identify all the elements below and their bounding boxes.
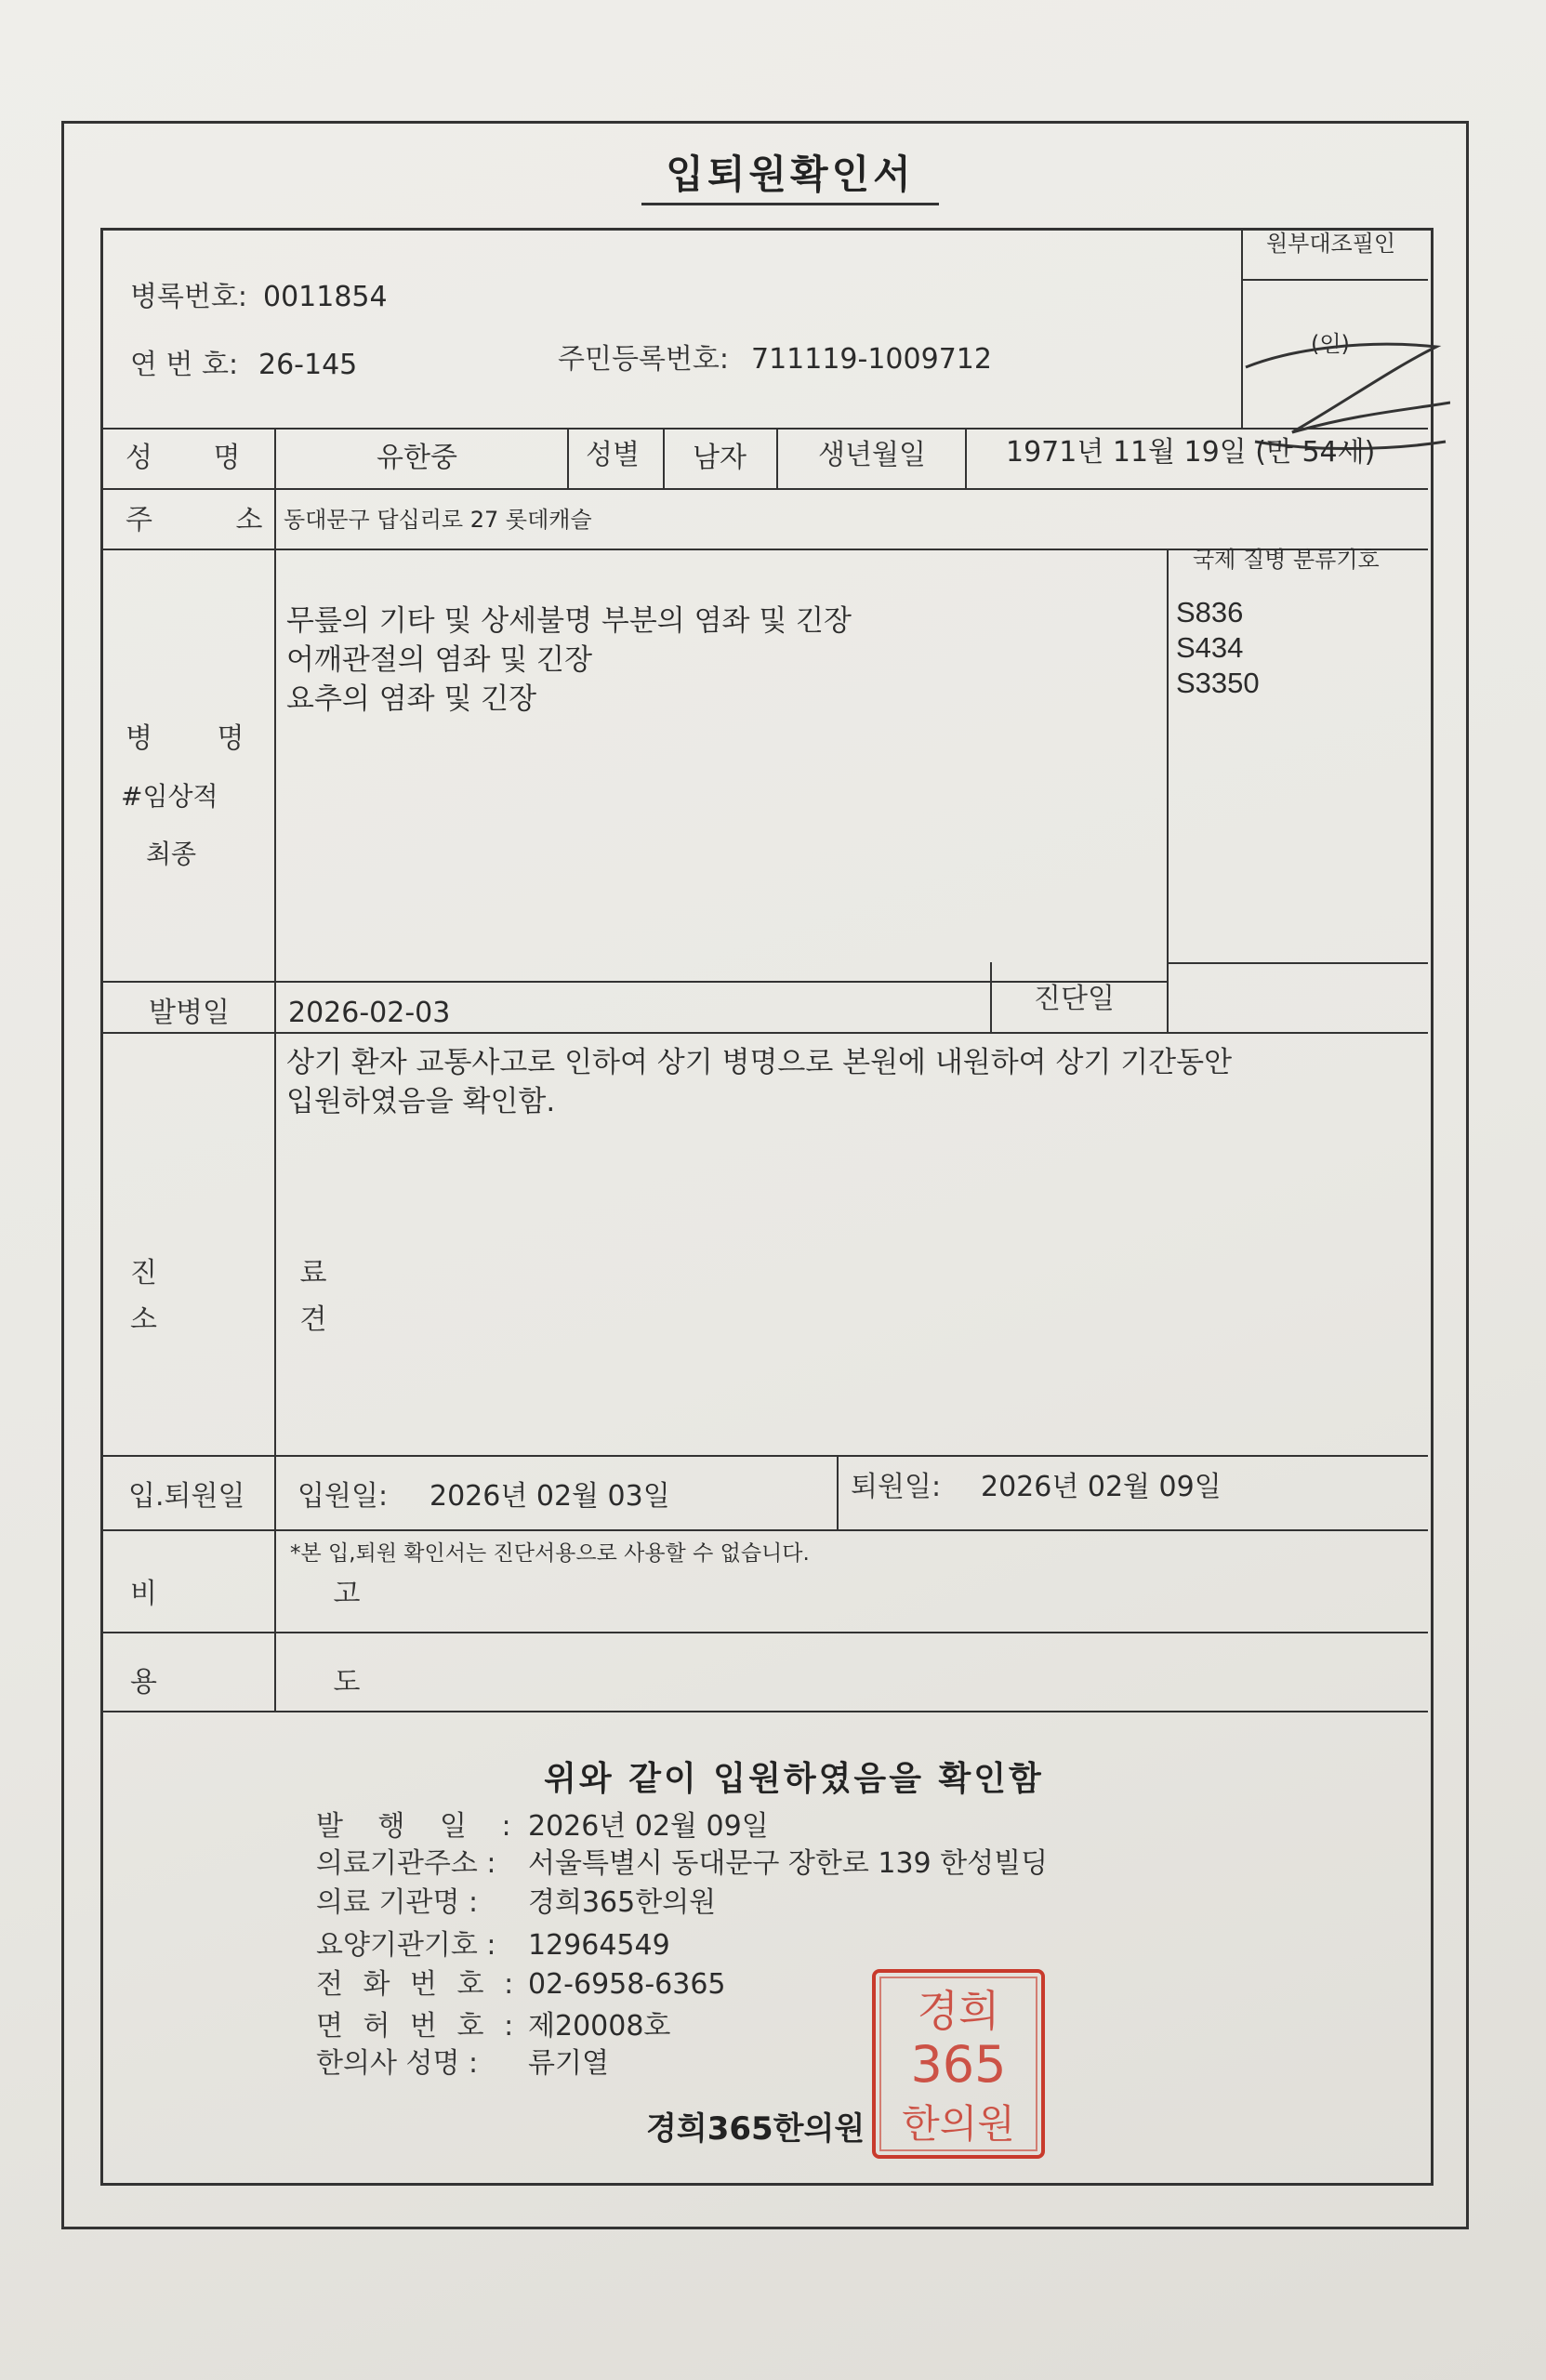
seal-text-mid: 365 — [910, 2035, 1007, 2094]
diagnosis-date-label: 진단일 — [1034, 983, 1115, 1015]
sex-label: 성별 — [586, 439, 640, 471]
original-check-label: 원부대조필인 — [1266, 231, 1396, 257]
patient-address: 동대문구 답십리로 27 롯데캐슬 — [284, 507, 592, 533]
resident-no-value: 711119-1009712 — [751, 343, 992, 376]
col-divider — [776, 428, 778, 488]
row-divider — [100, 1455, 1428, 1457]
row-divider — [1167, 962, 1428, 964]
opinion-label-1: 진 료 — [130, 1257, 394, 1289]
diagnosis-label: 병 명 — [126, 722, 272, 755]
remarks-text: *본 입,퇴원 확인서는 진단서용으로 사용할 수 없습니다. — [290, 1541, 810, 1566]
hospital-address-label: 의료기관주소 : — [316, 1847, 496, 1880]
patient-dob: 1971년 11월 19일 (만 54세) — [1006, 436, 1376, 469]
admit-label: 입원일: — [297, 1480, 389, 1513]
remarks-label: 비 고 — [130, 1578, 444, 1610]
admission-label: 입.퇴원일 — [128, 1480, 245, 1513]
name-label: 성 명 — [126, 442, 267, 474]
col-divider — [567, 428, 569, 488]
patient-name: 유한중 — [377, 442, 457, 474]
row-divider — [100, 428, 1428, 430]
doctor-name: 류기열 — [528, 2047, 609, 2080]
diagnosis-label-final: 최종 — [146, 839, 197, 869]
serial-no-label: 연 번 호: — [130, 349, 239, 381]
onset-date: 2026-02-03 — [288, 997, 451, 1029]
serial-no-value: 26-145 — [258, 349, 358, 381]
check-box-divider — [1241, 279, 1428, 281]
row-divider — [100, 1711, 1428, 1712]
col-divider — [663, 428, 665, 488]
hospital-name: 경희365한의원 — [528, 1886, 717, 1919]
seal-text-bottom: 한의원 — [902, 2101, 1015, 2147]
icd-code: S434 — [1176, 631, 1244, 664]
diagnosis-line: 어깨관절의 염좌 및 긴장 — [286, 643, 593, 677]
icd-label: 국제 질병 분류기호 — [1193, 547, 1380, 573]
col-divider — [837, 1455, 839, 1529]
seal-text-top: 경희 — [917, 1986, 1000, 2036]
onset-label: 발병일 — [149, 997, 230, 1029]
issue-date-label: 발 행 일 : — [316, 1810, 524, 1843]
seal-mark: (인) — [1311, 331, 1350, 357]
document-title: 입퇴원확인서 — [666, 152, 915, 197]
hospital-code-label: 요양기관기호 : — [316, 1929, 496, 1962]
opinion-label-2: 소 견 — [130, 1303, 394, 1336]
col-divider — [990, 962, 992, 1032]
diagnosis-line: 무릎의 기타 및 상세불명 부분의 염좌 및 긴장 — [286, 604, 852, 638]
row-divider — [100, 981, 1168, 983]
hospital-address: 서울특별시 동대문구 장한로 139 한성빌딩 — [528, 1847, 1049, 1880]
resident-no-label: 주민등록번호: — [558, 343, 729, 376]
dob-label: 생년월일 — [818, 439, 926, 471]
record-no-label: 병록번호: — [130, 281, 248, 313]
row-divider — [100, 1529, 1428, 1531]
diagnosis-label-clinical: #임상적 — [121, 781, 218, 812]
opinion-text — [286, 1043, 1232, 1121]
row-divider — [100, 488, 1428, 490]
phone-label: 전 화 번 호 : — [316, 1968, 520, 2001]
icd-divider — [1167, 549, 1169, 1032]
issue-date: 2026년 02월 09일 — [528, 1810, 769, 1843]
discharge-label: 퇴원일: — [851, 1471, 942, 1503]
hospital-seal-stamp — [869, 1966, 1048, 2162]
row-divider — [100, 1632, 1428, 1633]
opinion-line: 입원하였음을 확인함. — [286, 1085, 556, 1118]
usage-label: 용 도 — [130, 1666, 444, 1699]
confirm-statement: 위와 같이 입원하였음을 확인함 — [544, 1760, 1044, 1798]
row-divider — [100, 1032, 1428, 1034]
icd-list — [1176, 595, 1260, 701]
hospital-code: 12964549 — [528, 1929, 670, 1962]
record-no-value: 0011854 — [263, 281, 388, 313]
license: 제20008호 — [528, 2010, 671, 2043]
icd-code: S836 — [1176, 596, 1244, 628]
phone: 02-6958-6365 — [528, 1968, 726, 2001]
admit-date: 2026년 02월 03일 — [429, 1480, 670, 1513]
license-label: 면 허 번 호 : — [316, 2010, 520, 2043]
label-column-divider — [274, 428, 276, 1711]
patient-sex: 남자 — [693, 442, 747, 474]
hospital-name-label: 의료 기관명 : — [316, 1886, 479, 1919]
diagnosis-line: 요추의 염좌 및 긴장 — [286, 682, 537, 716]
col-divider — [965, 428, 967, 488]
hospital-signature-name: 경희365한의원 — [646, 2110, 865, 2148]
diagnosis-list — [286, 602, 852, 719]
address-label: 주 소 — [126, 504, 300, 536]
opinion-line: 상기 환자 교통사고로 인하여 상기 병명으로 본원에 내원하여 상기 기간동안 — [286, 1046, 1233, 1079]
discharge-date: 2026년 02월 09일 — [981, 1471, 1222, 1503]
doctor-label: 한의사 성명 : — [316, 2047, 479, 2080]
title-underline — [641, 203, 939, 205]
icd-code: S3350 — [1176, 667, 1260, 699]
